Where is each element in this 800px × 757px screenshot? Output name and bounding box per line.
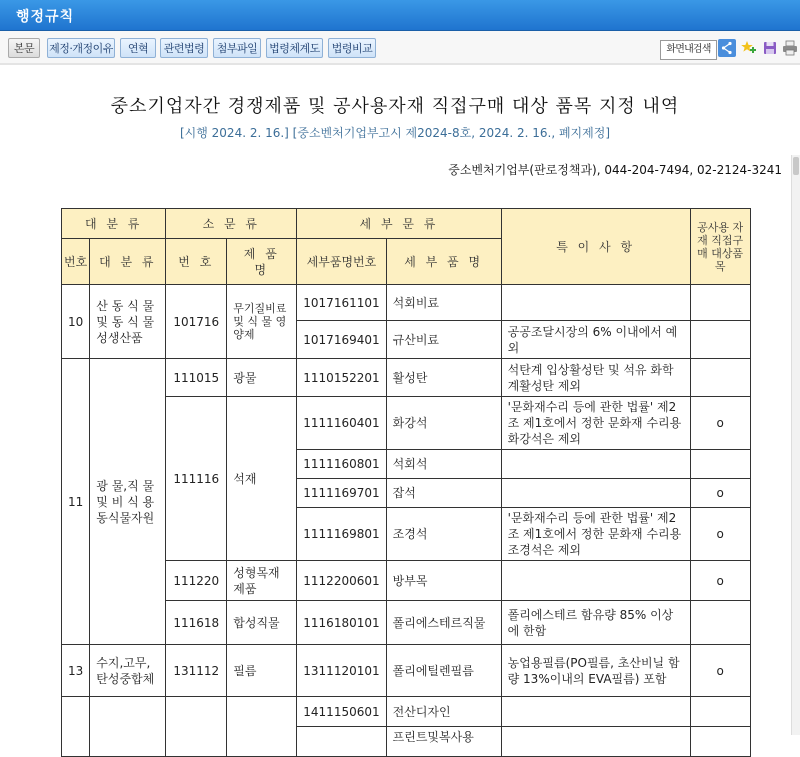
- cell-sub-no: [166, 697, 227, 757]
- favorite-icon[interactable]: [740, 39, 758, 57]
- tab-related-laws[interactable]: 관련법령: [160, 38, 208, 58]
- tab-law-compare[interactable]: 법령비교: [328, 38, 376, 58]
- header-notes: 특 이 사 항: [501, 209, 690, 285]
- cell-product: 무기질비료 및 식 물 영 양제: [227, 285, 297, 359]
- cell-detail-no: 1411150601: [297, 697, 386, 727]
- window-titlebar: [0, 0, 800, 31]
- table-row: [62, 645, 751, 697]
- cell-detail-name: 방부목: [386, 561, 501, 601]
- table-row: [62, 359, 751, 397]
- header-detail: 세 부 문 류: [297, 209, 501, 239]
- cell-no: [62, 697, 90, 757]
- cell-sub-no: 111618: [166, 601, 227, 645]
- cell-mark: o: [690, 508, 750, 561]
- tab-attachments[interactable]: 첨부파일: [213, 38, 261, 58]
- print-icon[interactable]: [781, 39, 799, 57]
- header-major-name: 대 분 류: [90, 239, 166, 285]
- cell-mark: [690, 697, 750, 727]
- cell-product: 합성직물: [227, 601, 297, 645]
- cell-major: [90, 697, 166, 757]
- cell-detail-name: 규산비료: [386, 321, 501, 359]
- cell-detail-name: 활성탄: [386, 359, 501, 397]
- cell-mark: o: [690, 645, 750, 697]
- cell-detail-name: 폴리에틸렌필름: [386, 645, 501, 697]
- cell-detail-no: 1111160801: [297, 450, 386, 479]
- cell-sub-no: 111116: [166, 397, 227, 561]
- share-icon[interactable]: [718, 39, 736, 57]
- cell-sub-no: 101716: [166, 285, 227, 359]
- cell-detail-name: 석회석: [386, 450, 501, 479]
- in-page-search-button[interactable]: 화면내검색: [660, 40, 717, 60]
- header-product: 제 품 명: [227, 239, 297, 285]
- cell-detail-name: 폴리에스테르직물: [386, 601, 501, 645]
- tab-law-hierarchy[interactable]: 법령체계도: [266, 38, 323, 58]
- cell-mark: [690, 359, 750, 397]
- cell-detail-no: 1110152201: [297, 359, 386, 397]
- cell-product: [227, 697, 297, 757]
- cell-mark: [690, 727, 750, 757]
- header-detail-no: 세부품명번호: [297, 239, 386, 285]
- cell-note: '문화재수리 등에 관한 법률' 제2조 제1호에서 정한 문화재 수리용 조경석은 제외: [501, 508, 690, 561]
- cell-note: 공공조달시장의 6% 이내에서 예외: [501, 321, 690, 359]
- cell-note: 폴리에스테르 함유량 85% 이상에 한함: [501, 601, 690, 645]
- header-direct-purchase: 공사용 자재 직접구매 대상품목: [690, 209, 750, 285]
- cell-mark: [690, 601, 750, 645]
- cell-product: 광물: [227, 359, 297, 397]
- cell-mark: [690, 450, 750, 479]
- header-minor: 소 문 류: [166, 209, 297, 239]
- cell-product: 필름: [227, 645, 297, 697]
- cell-no: 11: [62, 359, 90, 645]
- document-subtitle: [시행 2024. 2. 16.] [중소벤처기업부고시 제2024-8호, 2024. 2. 16., 폐지제정]: [179, 126, 611, 140]
- cell-detail-name: 잡석: [386, 479, 501, 508]
- cell-detail-no: 1112200601: [297, 561, 386, 601]
- cell-detail-name: 프린트및복사용: [386, 727, 501, 757]
- cell-detail-no: 1111169801: [297, 508, 386, 561]
- document-title: 중소기업자간 경쟁제품 및 공사용자재 직접구매 대상 품목 지정 내역: [110, 96, 680, 117]
- header-detail-name: 세 부 품 명: [386, 239, 501, 285]
- table-row: [62, 697, 751, 727]
- cell-detail-no: 1116180101: [297, 601, 386, 645]
- cell-sub-no: 131112: [166, 645, 227, 697]
- save-icon[interactable]: [761, 39, 779, 57]
- cell-no: 13: [62, 645, 90, 697]
- cell-mark: o: [690, 561, 750, 601]
- cell-detail-name: 전산디자인: [386, 697, 501, 727]
- cell-detail-name: 화강석: [386, 397, 501, 450]
- tab-history[interactable]: 연혁: [120, 38, 156, 58]
- cell-note: [501, 285, 690, 321]
- cell-detail-no: 1017169401: [297, 321, 386, 359]
- vertical-scrollbar[interactable]: [791, 155, 800, 735]
- cell-product: 성형목재 제품: [227, 561, 297, 601]
- tab-revision-reason[interactable]: 제정·개정이유: [47, 38, 115, 58]
- cell-sub-no: 111220: [166, 561, 227, 601]
- cell-mark: o: [690, 479, 750, 508]
- cell-detail-name: 석회비료: [386, 285, 501, 321]
- header-sub-no: 번 호: [166, 239, 227, 285]
- cell-detail-no: 1017161101: [297, 285, 386, 321]
- document-contact: 중소벤처기업부(판로정책과), 044-204-7494, 02-2124-3241: [448, 163, 782, 177]
- cell-sub-no: 111015: [166, 359, 227, 397]
- cell-major: 산 동 식 물 및 동 식 물 성생산품: [90, 285, 166, 359]
- header-major: 대 분 류: [62, 209, 166, 239]
- cell-note: [501, 697, 690, 727]
- cell-detail-no: [297, 727, 386, 757]
- cell-note: [501, 479, 690, 508]
- cell-mark: [690, 285, 750, 321]
- scrollbar-thumb[interactable]: [793, 157, 799, 175]
- cell-mark: [690, 321, 750, 359]
- cell-note: [501, 561, 690, 601]
- cell-note: [501, 450, 690, 479]
- cell-detail-no: 1311120101: [297, 645, 386, 697]
- cell-product: 석재: [227, 397, 297, 561]
- cell-note: 석탄계 입상활성탄 및 석유 화학계활성탄 제외: [501, 359, 690, 397]
- window-title: 행정규칙: [16, 9, 75, 25]
- cell-note: [501, 727, 690, 757]
- cell-major: 수지,고무, 탄성중합체: [90, 645, 166, 697]
- cell-major: 광 물,직 물 및 비 식 용 동식물자원: [90, 359, 166, 645]
- cell-detail-no: 1111160401: [297, 397, 386, 450]
- item-table: [61, 208, 751, 757]
- tab-body[interactable]: 본문: [8, 38, 40, 58]
- header-no: 번호: [62, 239, 90, 285]
- cell-note: '문화재수리 등에 관한 법률' 제2조 제1호에서 정한 문화재 수리용 화강석은 제외: [501, 397, 690, 450]
- cell-note: 농업용필름(PO필름, 초산비닐 함량 13%이내의 EVA필름) 포함: [501, 645, 690, 697]
- table-row: [62, 285, 751, 321]
- cell-no: 10: [62, 285, 90, 359]
- cell-detail-no: 1111169701: [297, 479, 386, 508]
- cell-mark: o: [690, 397, 750, 450]
- cell-detail-name: 조경석: [386, 508, 501, 561]
